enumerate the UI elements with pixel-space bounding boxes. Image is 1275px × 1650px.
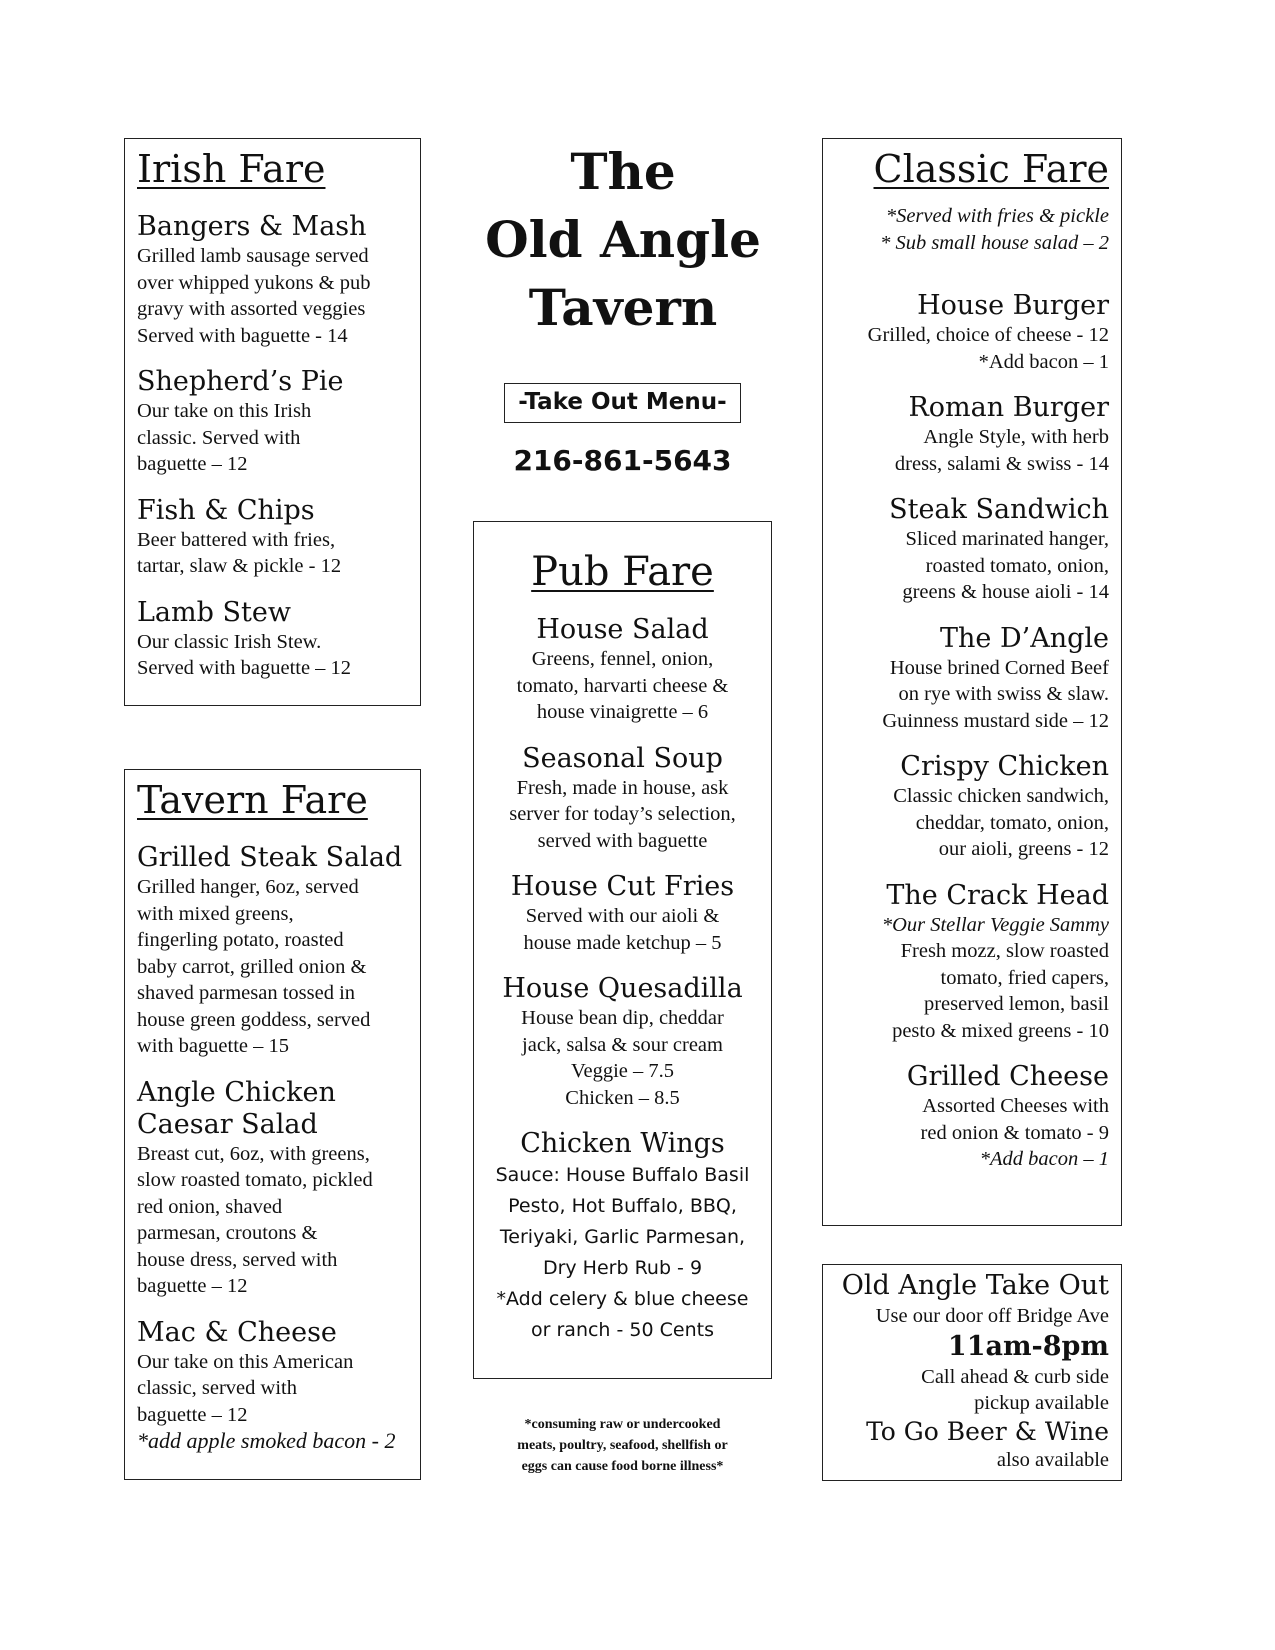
item-name: Seasonal Soup: [522, 742, 723, 774]
classic-fare-section: [822, 138, 1122, 1226]
take-out-menu-label: -Take Out Menu-: [504, 383, 741, 423]
item-name: House Salad: [536, 614, 709, 645]
brand-line-1: The: [570, 142, 676, 201]
take-out-title: Old Angle Take Out: [841, 1270, 1109, 1301]
brand-line-2: Old Angle: [485, 210, 761, 269]
also-available: also available: [996, 1448, 1109, 1471]
item-description: Grilled lamb sausage served over whipped yukons & pub gravy with assorted veggies Served with baguette - 14: [137, 245, 371, 347]
item-name: Shepherd’s Pie: [137, 366, 344, 397]
menu-item-shepherds-pie: [137, 366, 420, 478]
item-name: Roman Burger: [908, 392, 1109, 423]
tavern-fare-section: [124, 769, 421, 1480]
item-description: Our take on this Irish classic. Served with baguette – 12: [137, 400, 312, 475]
item-name: The Crack Head: [886, 879, 1109, 911]
menu-item-bangers-mash: [137, 211, 420, 349]
food-safety-disclaimer: *consuming raw or undercooked meats, poultry, seafood, shellfish or eggs can cause food borne illness*: [517, 1417, 728, 1474]
to-go-beer-wine: To Go Beer & Wine: [866, 1416, 1109, 1446]
item-description: House bean dip, cheddar jack, salsa & sour cream Veggie – 7.5 Chicken – 8.5: [521, 1007, 724, 1109]
item-name-line2: Caesar Salad: [137, 1108, 318, 1140]
menu-item-angle-chicken-caesar: [137, 1077, 420, 1300]
menu-item-the-dangle: [823, 623, 1109, 735]
item-name: Steak Sandwich: [889, 494, 1109, 525]
menu-item-roman-burger: [823, 392, 1109, 477]
item-description: Our classic Irish Stew. Served with baguette – 12: [137, 630, 352, 679]
menu-item-grilled-cheese: [823, 1061, 1109, 1173]
item-description: Grilled hanger, 6oz, served with mixed greens, fingerling potato, roasted baby carrot, grilled onion & shaved parmesan tossed in house green goddess, served with baguette – 15: [137, 876, 371, 1057]
irish-fare-section: [124, 138, 421, 706]
item-description: Sliced marinated hanger, roasted tomato, onion, greens & house aioli - 14: [902, 528, 1109, 603]
item-name: Mac & Cheese: [137, 1316, 337, 1348]
item-name: Bangers & Mash: [137, 211, 367, 242]
brand-line-3: Tavern: [528, 278, 718, 337]
tavern-fare-title: Tavern Fare: [137, 778, 368, 822]
menu-item-crispy-chicken: [823, 751, 1109, 863]
menu-item-mac-cheese: [137, 1317, 420, 1455]
take-out-hours: 11am-8pm: [947, 1330, 1109, 1362]
pub-fare-title: Pub Fare: [531, 549, 714, 595]
item-note: *add apple smoked bacon - 2: [137, 1428, 396, 1453]
phone-number: 216-861-5643: [513, 444, 732, 477]
take-out-door: Use our door off Bridge Ave: [875, 1305, 1109, 1327]
item-description: House brined Corned Beef on rye with swiss & slaw. Guinness mustard side – 12: [882, 656, 1109, 732]
item-name: Chicken Wings: [520, 1128, 725, 1159]
item-description: Our take on this American classic, served with baguette – 12 *add apple smoked bacon - 2: [137, 1349, 420, 1455]
menu-item-grilled-steak-salad: [137, 842, 420, 1060]
item-description: Assorted Cheeses with red onion & tomato - 9 *Add bacon – 1: [823, 1093, 1109, 1173]
item-description: *Our Stellar Veggie Sammy Fresh mozz, slow roasted tomato, fried capers, preserved lemon, basil pesto & mixed greens - 10: [823, 912, 1109, 1045]
menu-item-house-cut-fries: [474, 871, 771, 956]
menu-item-the-crack-head: [823, 880, 1109, 1045]
item-description: Classic chicken sandwich, cheddar, tomato, onion, our aioli, greens - 12: [893, 785, 1109, 860]
take-out-call: Call ahead & curb side pickup available: [921, 1365, 1109, 1414]
item-description: Sauce: House Buffalo Basil Pesto, Hot Buffalo, BBQ, Teriyaki, Garlic Parmesan, Dry Herb Rub - 9 *Add celery & blue cheese or ranch - 50 Cents: [495, 1164, 750, 1341]
item-name: Fish & Chips: [137, 494, 315, 526]
item-name: House Burger: [917, 290, 1109, 321]
menu-item-house-salad: [474, 614, 771, 726]
pub-fare-section: [473, 521, 772, 1379]
item-description: Grilled, choice of cheese - 12 *Add bacon – 1: [867, 324, 1109, 373]
menu-item-steak-sandwich: [823, 494, 1109, 606]
menu-item-house-burger: [823, 290, 1109, 375]
item-name: Grilled Steak Salad: [137, 842, 403, 873]
item-name: House Quesadilla: [502, 973, 743, 1004]
classic-fare-title: Classic Fare: [873, 147, 1109, 191]
item-description: Breast cut, 6oz, with greens, slow roasted tomato, pickled red onion, shaved parmesan, croutons & house dress, served with baguette – 12: [137, 1142, 373, 1297]
take-out-info-section: [822, 1264, 1122, 1481]
restaurant-name: [433, 138, 813, 342]
item-description: Fresh, made in house, ask server for today’s selection, served with baguette: [509, 776, 736, 852]
menu-item-fish-chips: [137, 495, 420, 580]
item-name: Grilled Cheese: [906, 1061, 1109, 1092]
menu-item-seasonal-soup: [474, 743, 771, 855]
item-note: *Add bacon – 1: [979, 1148, 1109, 1170]
item-name-line1: Angle Chicken: [137, 1076, 336, 1108]
item-description: Greens, fennel, onion, tomato, harvarti cheese & house vinaigrette – 6: [516, 648, 729, 723]
menu-item-chicken-wings: [474, 1128, 771, 1346]
item-name: House Cut Fries: [510, 871, 735, 902]
item-name: Crispy Chicken: [900, 751, 1109, 782]
item-name: The D’Angle: [940, 622, 1109, 654]
item-description: Beer battered with fries, tartar, slaw & pickle - 12: [137, 528, 342, 577]
classic-notes: *Served with fries & pickle * Sub small house salad – 2: [880, 205, 1109, 254]
item-description: Angle Style, with herb dress, salami & swiss - 14: [894, 426, 1109, 475]
item-subtitle: *Our Stellar Veggie Sammy: [881, 913, 1109, 936]
irish-fare-title: Irish Fare: [137, 147, 326, 191]
menu-item-house-quesadilla: [474, 973, 771, 1111]
item-name: Lamb Stew: [137, 596, 291, 628]
item-description: Served with our aioli & house made ketchup – 5: [523, 905, 722, 954]
menu-item-lamb-stew: [137, 597, 420, 682]
